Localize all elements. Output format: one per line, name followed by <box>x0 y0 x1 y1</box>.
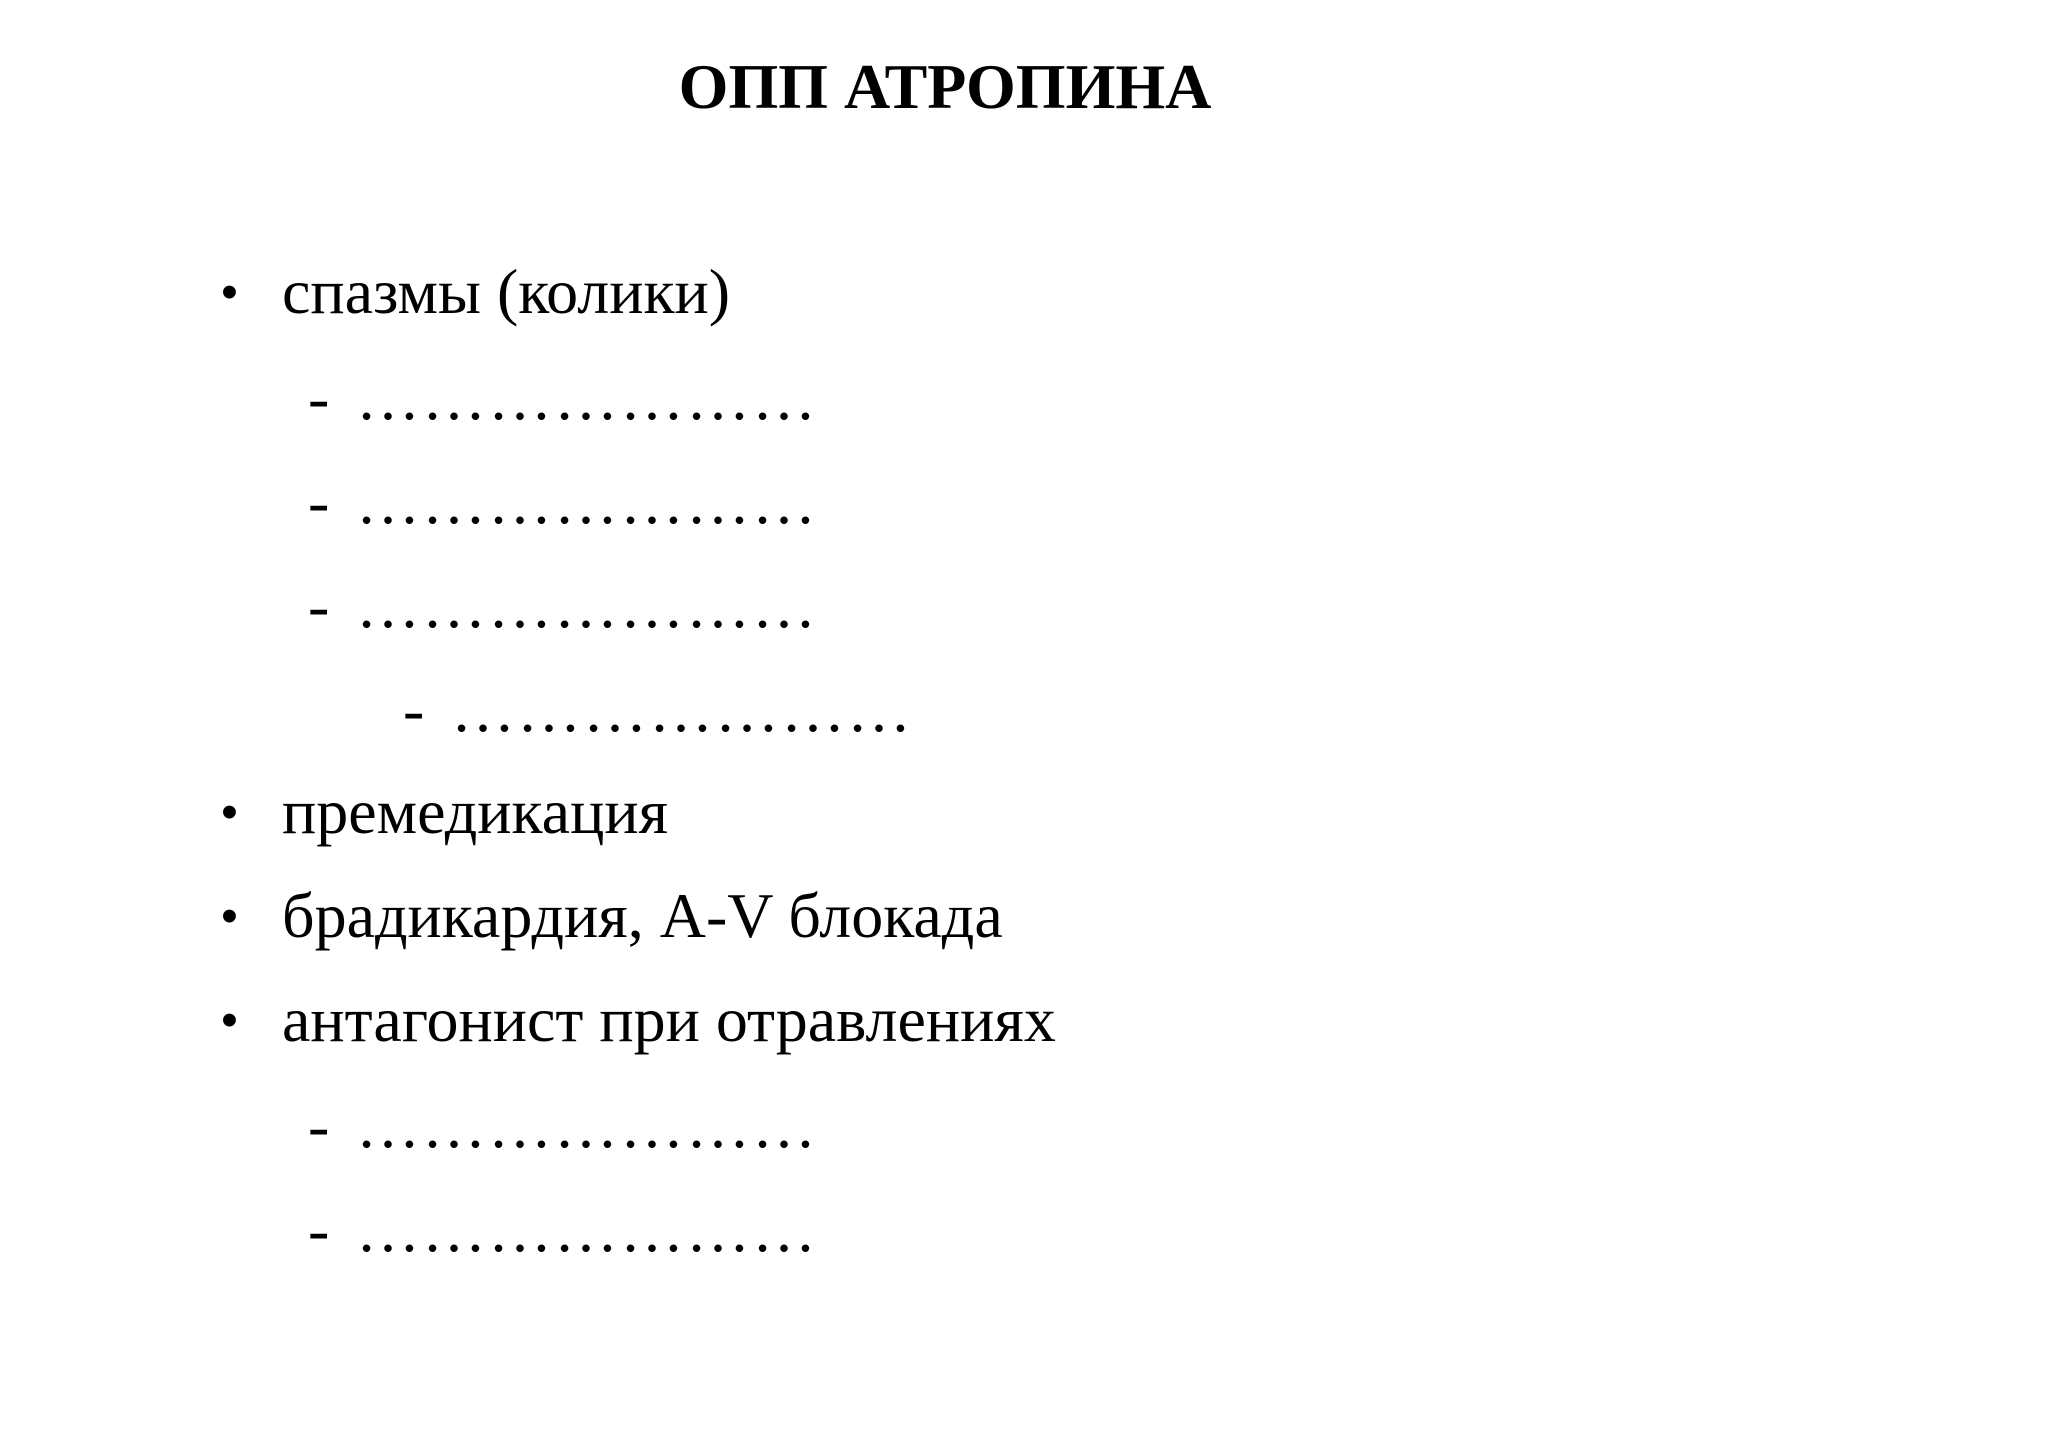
bullet-icon: • <box>220 990 239 1050</box>
slide-title: ОПП АТРОПИНА <box>678 51 1212 122</box>
list-item-text: премедикация <box>282 776 668 847</box>
list-item-text: антагонист при отравлениях <box>282 984 1056 1055</box>
blank-placeholder: ………………… <box>356 466 818 537</box>
dash-marker: - <box>308 1194 330 1265</box>
list-item-text: спазмы (колики) <box>282 256 731 327</box>
dash-marker: - <box>308 1090 330 1161</box>
bullet-icon: • <box>220 886 239 946</box>
dash-marker: - <box>403 674 425 745</box>
blank-placeholder: ………………… <box>356 570 818 641</box>
blank-placeholder: ………………… <box>356 1194 818 1265</box>
list-item-text: брадикардия, A-V блокада <box>282 880 1003 951</box>
blank-placeholder: ………………… <box>356 362 818 433</box>
blank-placeholder: ………………… <box>451 674 913 745</box>
blank-placeholder: ………………… <box>356 1090 818 1161</box>
dash-marker: - <box>308 466 330 537</box>
dash-marker: - <box>308 362 330 433</box>
bullet-icon: • <box>220 262 239 322</box>
dash-marker: - <box>308 570 330 641</box>
bullet-icon: • <box>220 782 239 842</box>
